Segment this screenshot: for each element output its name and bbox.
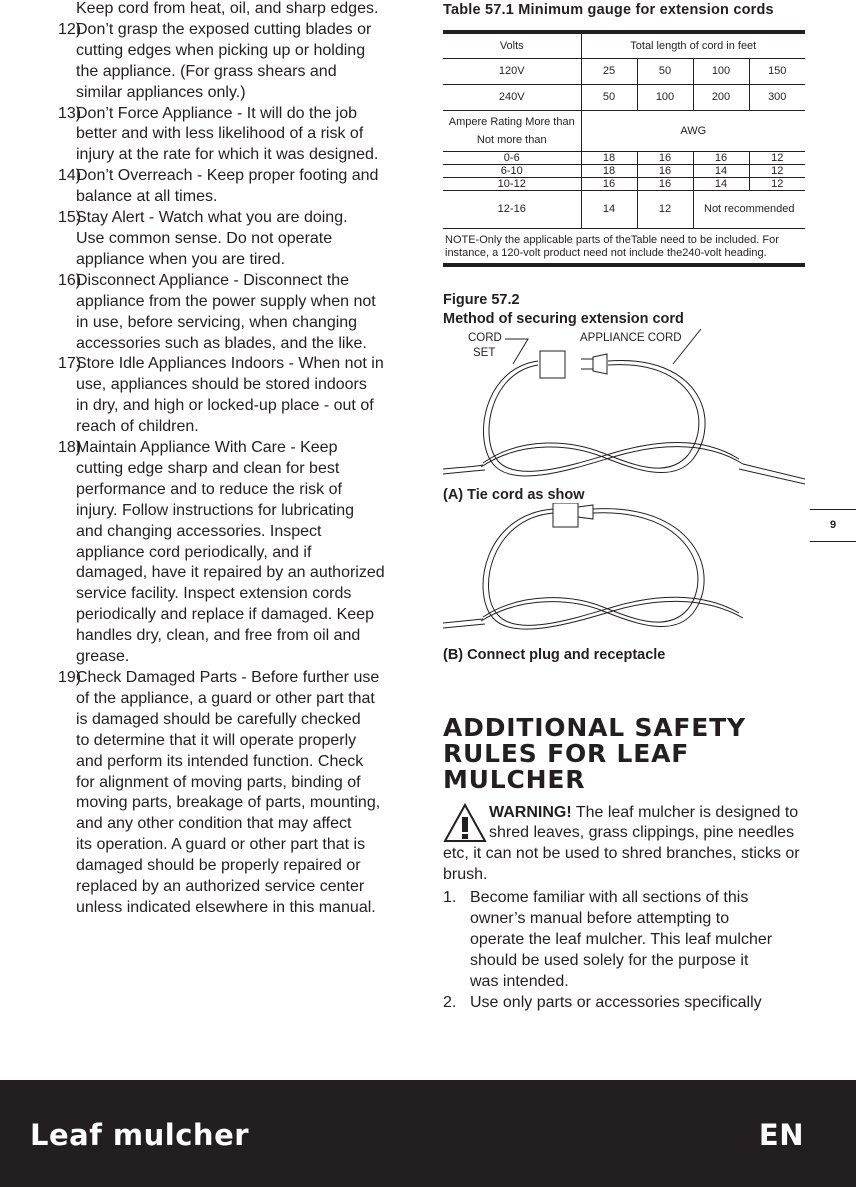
- length-header: Total length of cord in feet: [581, 32, 805, 58]
- list-item: [443, 888, 805, 993]
- table-cell: 14: [581, 190, 637, 228]
- table-cell: 16: [637, 177, 693, 190]
- table-cell: 18: [581, 164, 637, 177]
- table-cell: 16: [637, 164, 693, 177]
- item-number: 19): [58, 669, 82, 686]
- table-cell: 50: [637, 58, 693, 84]
- caption-b: (B) Connect plug and receptacle: [443, 646, 666, 663]
- item-number: 12): [58, 20, 82, 38]
- footer-language: EN: [758, 1118, 804, 1152]
- table-cell: 150: [749, 58, 805, 84]
- table-cell: 14: [693, 177, 749, 190]
- table-cell: 120V: [443, 58, 581, 84]
- table-cell: 18: [581, 151, 637, 164]
- label-cord: CORD: [468, 331, 502, 344]
- list-item: [58, 354, 418, 438]
- table-cell: 12: [749, 177, 805, 190]
- volts-header: Volts: [443, 32, 581, 58]
- table-cell: 16: [637, 151, 693, 164]
- table-cell: 16: [581, 177, 637, 190]
- item-number: 16): [58, 271, 82, 289]
- item-text: Disconnect Appliance - Disconnect the appliance from the power supply when not in use, before servicing, when changing accessories such as blades, and the like.: [76, 271, 376, 352]
- figure-a-tie-cord: [443, 329, 805, 487]
- item-text: Check Damaged Parts - Before further use of the appliance, a guard or other part that is damaged should be carefully checked to determine that it will operate properly and perform its intended function. Check for alignment of moving parts, binding of moving parts, breakage of parts, mounting, and any other condition that may affect its operation. A guard or other part that is damaged should be properly repaired or replaced by an authorized service center unless indicated elsewhere in this manual.: [76, 669, 381, 916]
- awg-header: AWG: [581, 110, 805, 151]
- item-text: Stay Alert - Watch what you are doing. Use common sense. Do not operate appliance when you are tired.: [76, 209, 348, 268]
- caption-a: (A) Tie cord as show: [443, 486, 585, 503]
- table-cell: 12: [749, 164, 805, 177]
- table-cell: Not recommended: [693, 190, 805, 228]
- item-number: 18): [58, 439, 82, 457]
- list-item: [443, 993, 805, 1014]
- list-item: [58, 208, 418, 271]
- list-item: [58, 20, 418, 104]
- table-title: Table 57.1 Minimum gauge for extension cords: [443, 2, 774, 18]
- item-text: Become familiar with all sections of this owner’s manual before attempting to operate the leaf mulcher. This leaf mulcher should be used solely for the purpose it was intended.: [470, 889, 773, 990]
- table-cell: 25: [581, 58, 637, 84]
- table-cell: 10-12: [443, 177, 581, 190]
- ampere-header: Ampere Rating More than Not more than: [443, 110, 581, 151]
- list-item: [58, 438, 418, 668]
- item-text: Use only parts or accessories specifically: [470, 993, 762, 1011]
- table-cell: 300: [749, 84, 805, 110]
- warning-triangle-icon: [443, 803, 487, 843]
- item-text: Don’t Overreach - Keep proper footing and balance at all times.: [76, 167, 379, 206]
- footer-title: Leaf mulcher: [30, 1118, 250, 1152]
- item-number: 2.: [443, 993, 457, 1011]
- table-cell: 12: [637, 190, 693, 228]
- item-text: Store Idle Appliances Indoors - When not in use, appliances should be stored indoors in dry, and high or locked-up place - out of reach of children.: [76, 355, 384, 436]
- warning-label: WARNING!: [489, 803, 572, 821]
- list-item: [58, 104, 418, 167]
- item-number: 13): [58, 104, 82, 122]
- table-cell: 100: [637, 84, 693, 110]
- table-cell: 16: [693, 151, 749, 164]
- page-number: 9: [810, 509, 856, 542]
- item-number: 14): [58, 167, 82, 185]
- table-cell: 14: [693, 164, 749, 177]
- list-item: [58, 166, 418, 208]
- item-number: 1.: [443, 889, 457, 907]
- heading-line-1: ADDITIONAL SAFETY: [443, 712, 746, 742]
- list-item: [58, 271, 418, 355]
- heading-line-2: RULES FOR LEAF MULCHER: [443, 738, 690, 794]
- label-appliance-cord: APPLIANCE CORD: [580, 331, 682, 344]
- label-set: SET: [473, 346, 496, 359]
- table-cell: 0-6: [443, 151, 581, 164]
- table-cell: 12: [749, 151, 805, 164]
- extension-cord-gauge-table: [443, 30, 805, 267]
- figure-b-connect-plug: [443, 503, 805, 643]
- table-cell: 12-16: [443, 190, 581, 228]
- warning-text: The leaf mulcher is designed to shred leaves, grass clippings, pine needles etc, it can not be used to shred branches, sticks or brush.: [443, 803, 800, 884]
- figure-title: Figure 57.2: [443, 291, 520, 308]
- footer-bar: [0, 1080, 856, 1187]
- right-column: [443, 0, 805, 1014]
- table-note: NOTE-Only the applicable parts of theTable need to be included. For instance, a 120-volt product need not include the240-volt heading.: [443, 228, 805, 265]
- table-cell: 100: [693, 58, 749, 84]
- item-text: Maintain Appliance With Care - Keep cutting edge sharp and clean for best performance and to reduce the risk of injury. Follow instructions for lubricating and changing accessories. Inspect appliance cord periodically, and if damaged, have it repaired by an authorized service facility. Inspect extension cords periodically and replace if damaged. Keep handles dry, clean, and free from oil and grease.: [76, 439, 385, 666]
- item-text: Don’t grasp the exposed cutting blades or cutting edges when picking up or holding the appliance. (For grass shears and similar appliances only.): [76, 20, 372, 101]
- item-text: Don’t Force Appliance - It will do the job better and with less likelihood of a risk of injury at the rate for which it was designed.: [76, 104, 379, 164]
- item-number: 15): [58, 209, 82, 227]
- item-number: 17): [58, 355, 82, 373]
- list-item: [58, 668, 418, 919]
- table-cell: 200: [693, 84, 749, 110]
- safety-rules-list: [58, 0, 418, 919]
- table-cell: 50: [581, 84, 637, 110]
- continued-text: Keep cord from heat, oil, and sharp edges.: [76, 0, 379, 17]
- warning-paragraph: [443, 803, 805, 887]
- section-heading: [443, 712, 805, 794]
- mulcher-rules-list: [443, 888, 805, 1013]
- table-cell: 6-10: [443, 164, 581, 177]
- figure-subtitle: Method of securing extension cord: [443, 310, 684, 327]
- table-cell: 240V: [443, 84, 581, 110]
